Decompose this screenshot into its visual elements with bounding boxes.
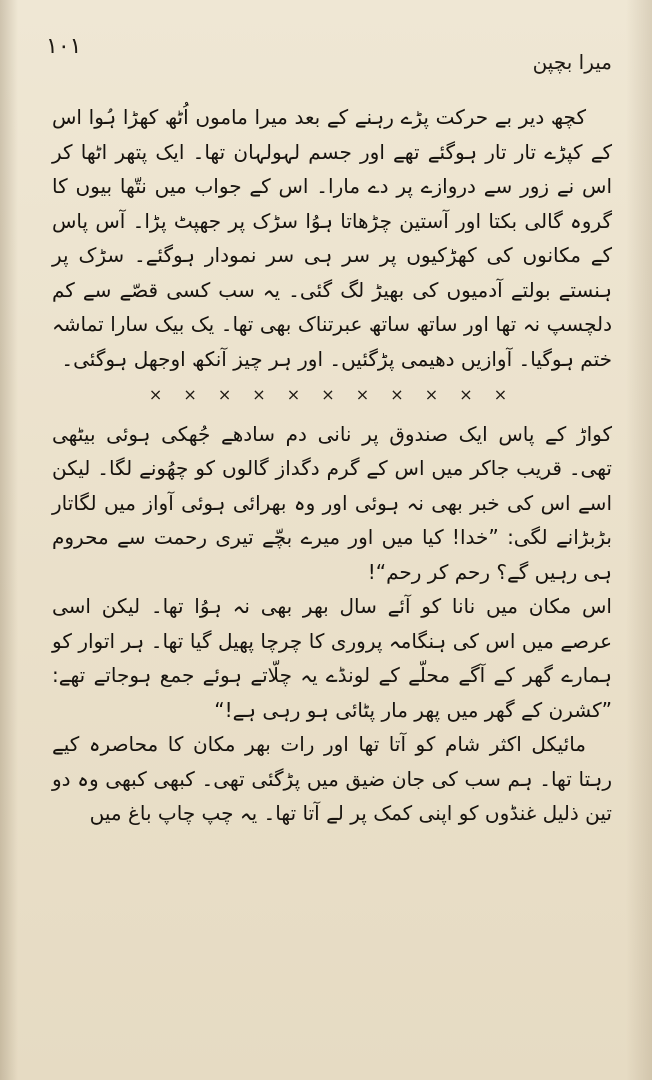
paragraph-3: اس مکان میں نانا کو آئے سال بھر بھی نہ ہوُا تھا۔ لیکن اسی عرصے میں اس کی ہنگامہ پروری کا چرچا پھیل گیا تھا۔ ہر اتوار کو ہمارے گھر کے آگے محلّے کے لونڈے یہ چلّاتے ہوئے جمع ہوجاتے تھے: ”کشرن کے گھر میں پھر مار پٹائی ہو رہی ہے!“ [52, 594, 612, 722]
section-separator: × × × × × × × × × × × [148, 385, 516, 404]
page-number: ١٠١ [46, 34, 82, 59]
body-text [52, 100, 612, 831]
running-title: میرا بچپن [532, 50, 612, 74]
paragraph-4: مائیکل اکثر شام کو آتا تھا اور رات بھر مکان کا محاصرہ کیے رہتا تھا۔ ہم سب کی جان ضیق میں پڑگئی تھی۔ کبھی کبھی وہ دو تین ذلیل غنڈوں کو اپنی کمک پر لے آتا تھا۔ یہ چپ چاپ باغ میں [52, 732, 612, 825]
page-header [36, 30, 612, 90]
paragraph-2: کواڑ کے پاس ایک صندوق پر نانی دم سادھے جُھکی ہوئی بیٹھی تھی۔ قریب جاکر میں اس کے گرم دگداز گالوں کو چھُونے لگا۔ لیکن اسے اس کی خبر بھی نہ ہوئی اور وہ بھرائی ہوئی آواز میں لگاتار بڑبڑانے لگی: ”خدا! کیا میں اور میرے بچّے تیری رحمت سے محروم ہی رہیں گے؟ رحم کر رحم“! [52, 421, 612, 584]
paragraph-1: کچھ دیر بے حرکت پڑے رہنے کے بعد میرا ماموں اُٹھ کھڑا ہُوا اس کے کپڑے تار تار ہوگئے تھے اور جسم لہولہان تھا۔ ایک پتھر اٹھا کر اس نے زور سے دروازے پر دے مارا۔ اس کے جواب میں نتّھا بیوں کا گروہ گالی بکتا اور آستین چڑھاتا ہوُا سڑک پر جھپٹ پڑا۔ آس پاس کے مکانوں کی کھڑکیوں پر سر ہی سر نمودار ہوگئے۔ سڑک پر ہنستے بولتے آدمیوں کی بھیڑ لگ گئی۔ یہ سب کسی قصّے سے کم دلچسپ نہ تھا اور ساتھ ساتھ عبرتناک بھی تھا۔ یک بیک سارا تماشہ ختم ہوگیا۔ آوازیں دھیمی پڑگئیں۔ اور ہر چیز آنکھ اوجھل ہوگئی۔ [52, 105, 612, 371]
